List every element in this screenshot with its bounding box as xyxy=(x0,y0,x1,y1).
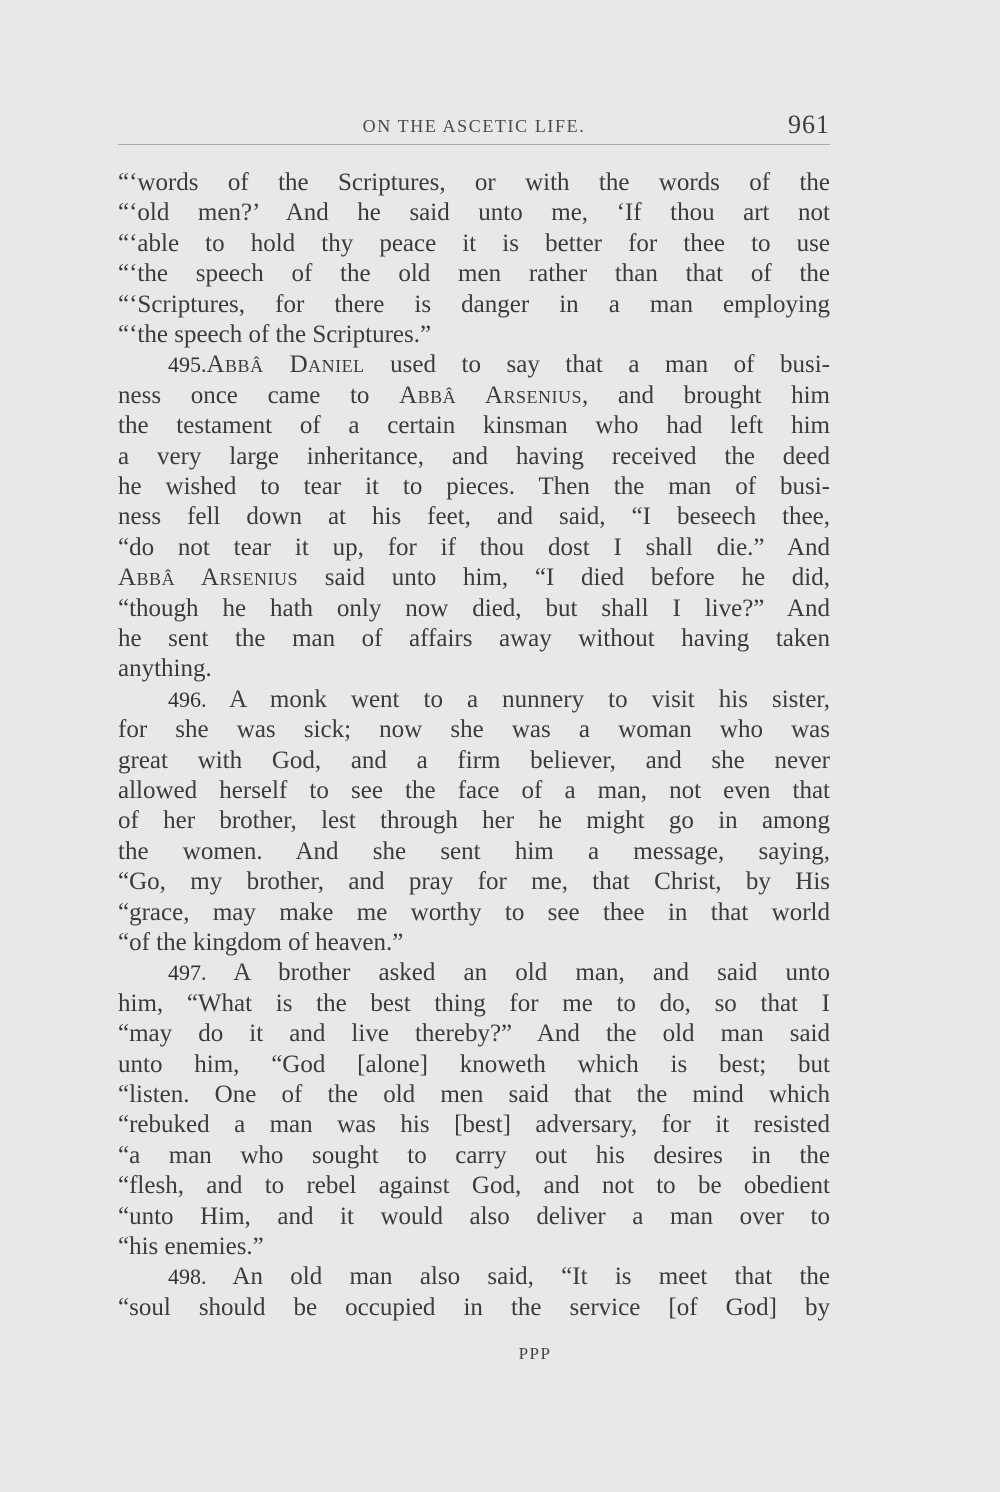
text-line xyxy=(118,1080,830,1110)
text-line xyxy=(118,867,830,897)
line-text: ness once came to xyxy=(118,381,400,409)
text-line xyxy=(118,1110,830,1140)
text-line xyxy=(118,746,830,776)
line-text: “‘the speech of the Scriptures.” xyxy=(118,321,432,348)
line-text: of her brother, lest through her he might go in among xyxy=(118,807,830,835)
text-line xyxy=(118,1232,830,1262)
small-caps-name: Abbâ Arsenius xyxy=(399,381,582,409)
line-text: “listen. One of the old men said that the mind which xyxy=(118,1081,830,1108)
paragraph-number: 495. xyxy=(168,352,207,378)
text-line xyxy=(168,685,830,715)
line-text: “‘Scriptures, for there is danger in a man employing xyxy=(118,290,830,318)
text-line xyxy=(118,989,830,1019)
line-text: “unto Him, and it would also deliver a man over to xyxy=(118,1202,830,1230)
paragraph-number: 496. xyxy=(168,686,207,712)
line-text: A monk went to a nunnery to visit his sister, xyxy=(206,685,830,713)
text-line xyxy=(118,715,830,745)
text-line xyxy=(118,898,830,928)
line-text: anything. xyxy=(118,655,212,683)
line-text: “‘able to hold thy peace it is better for thee to use xyxy=(118,229,830,257)
text-line xyxy=(118,381,830,411)
line-text: for she was sick; now she was a woman who was xyxy=(118,716,830,744)
text-line xyxy=(118,806,830,836)
text-line xyxy=(118,1171,830,1201)
line-text: An old man also said, “It is meet that the xyxy=(206,1263,830,1291)
text-line xyxy=(118,533,830,563)
line-text: said unto him, “I died before he did, xyxy=(298,564,830,592)
line-text: “grace, may make me worthy to see thee in that world xyxy=(118,898,830,926)
text-line xyxy=(118,928,830,958)
line-text: “may do it and live thereby?” And the old man said xyxy=(118,1020,830,1048)
text-line xyxy=(118,229,830,259)
line-text: unto him, “God [alone] knoweth which is best; but xyxy=(118,1050,830,1078)
text-line xyxy=(118,1019,830,1049)
text-line xyxy=(118,563,830,593)
text-line xyxy=(118,776,830,806)
text-line xyxy=(168,350,830,380)
text-line xyxy=(118,502,830,532)
text-line xyxy=(118,472,830,502)
line-text: allowed herself to see the face of a man, not even that xyxy=(118,777,830,804)
line-text: ness fell down at his feet, and said, “I beseech thee, xyxy=(118,503,830,531)
line-text: him, “What is the best thing for me to do, so that I xyxy=(118,989,830,1017)
line-text: “though he hath only now died, but shall I live?” And xyxy=(118,594,830,622)
paragraph-number: 497. xyxy=(168,960,207,986)
text-line xyxy=(118,837,830,867)
text-line xyxy=(168,1262,830,1292)
running-head xyxy=(118,108,830,145)
line-text: great with God, and a firm believer, and she never xyxy=(118,746,830,774)
line-text: the testament of a certain kinsman who had left him xyxy=(118,412,830,440)
line-text: , and brought him xyxy=(582,381,830,409)
line-text: “of the kingdom of heaven.” xyxy=(118,929,404,956)
small-caps-name: Abbâ Daniel xyxy=(206,351,365,379)
text-line xyxy=(118,320,830,350)
line-text: “‘old men?’ And he said unto me, ‘If thou art not xyxy=(118,199,830,227)
page-number: 961 xyxy=(788,110,830,139)
line-text: “rebuked a man was his [best] adversary, for it resisted xyxy=(118,1111,830,1139)
line-text: a very large inheritance, and having received the deed xyxy=(118,442,830,470)
text-line xyxy=(118,198,830,228)
line-text: “‘words of the Scriptures, or with the words of the xyxy=(118,169,830,196)
text-line xyxy=(118,654,830,684)
line-text: “his enemies.” xyxy=(118,1233,264,1260)
line-text: he wished to tear it to pieces. Then the man of busi- xyxy=(118,473,830,500)
line-text: “a man who sought to carry out his desires in the xyxy=(118,1141,830,1169)
line-text: “soul should be occupied in the service [of God] by xyxy=(118,1293,830,1321)
paragraph-number: 498. xyxy=(168,1264,207,1290)
text-line xyxy=(118,290,830,320)
text-line xyxy=(118,594,830,624)
line-text: “do not tear it up, for if thou dost I shall die.” And xyxy=(118,533,830,561)
line-text: used to say that a man of busi- xyxy=(364,351,830,379)
line-text: he sent the man of affairs away without having taken xyxy=(118,625,830,652)
text-line xyxy=(118,259,830,289)
text-line xyxy=(118,442,830,472)
text-line xyxy=(118,1202,830,1232)
text-line xyxy=(118,1141,830,1171)
running-title: ON THE ASCETIC LIFE. xyxy=(362,116,586,136)
text-line xyxy=(118,411,830,441)
line-text: the women. And she sent him a message, saying, xyxy=(118,837,830,865)
text-line xyxy=(118,1293,830,1323)
line-text: “‘the speech of the old men rather than that of the xyxy=(118,260,830,288)
signature-mark: PPP xyxy=(518,1344,552,1363)
text-line xyxy=(118,1050,830,1080)
line-text: “Go, my brother, and pray for me, that Christ, by His xyxy=(118,868,830,896)
text-line xyxy=(118,168,830,198)
text-line xyxy=(168,958,830,988)
line-text: A brother asked an old man, and said unto xyxy=(206,959,830,987)
line-text: “flesh, and to rebel against God, and not to be obedient xyxy=(118,1172,830,1200)
small-caps-name: Abbâ Arsenius xyxy=(118,564,299,592)
text-line xyxy=(118,624,830,654)
